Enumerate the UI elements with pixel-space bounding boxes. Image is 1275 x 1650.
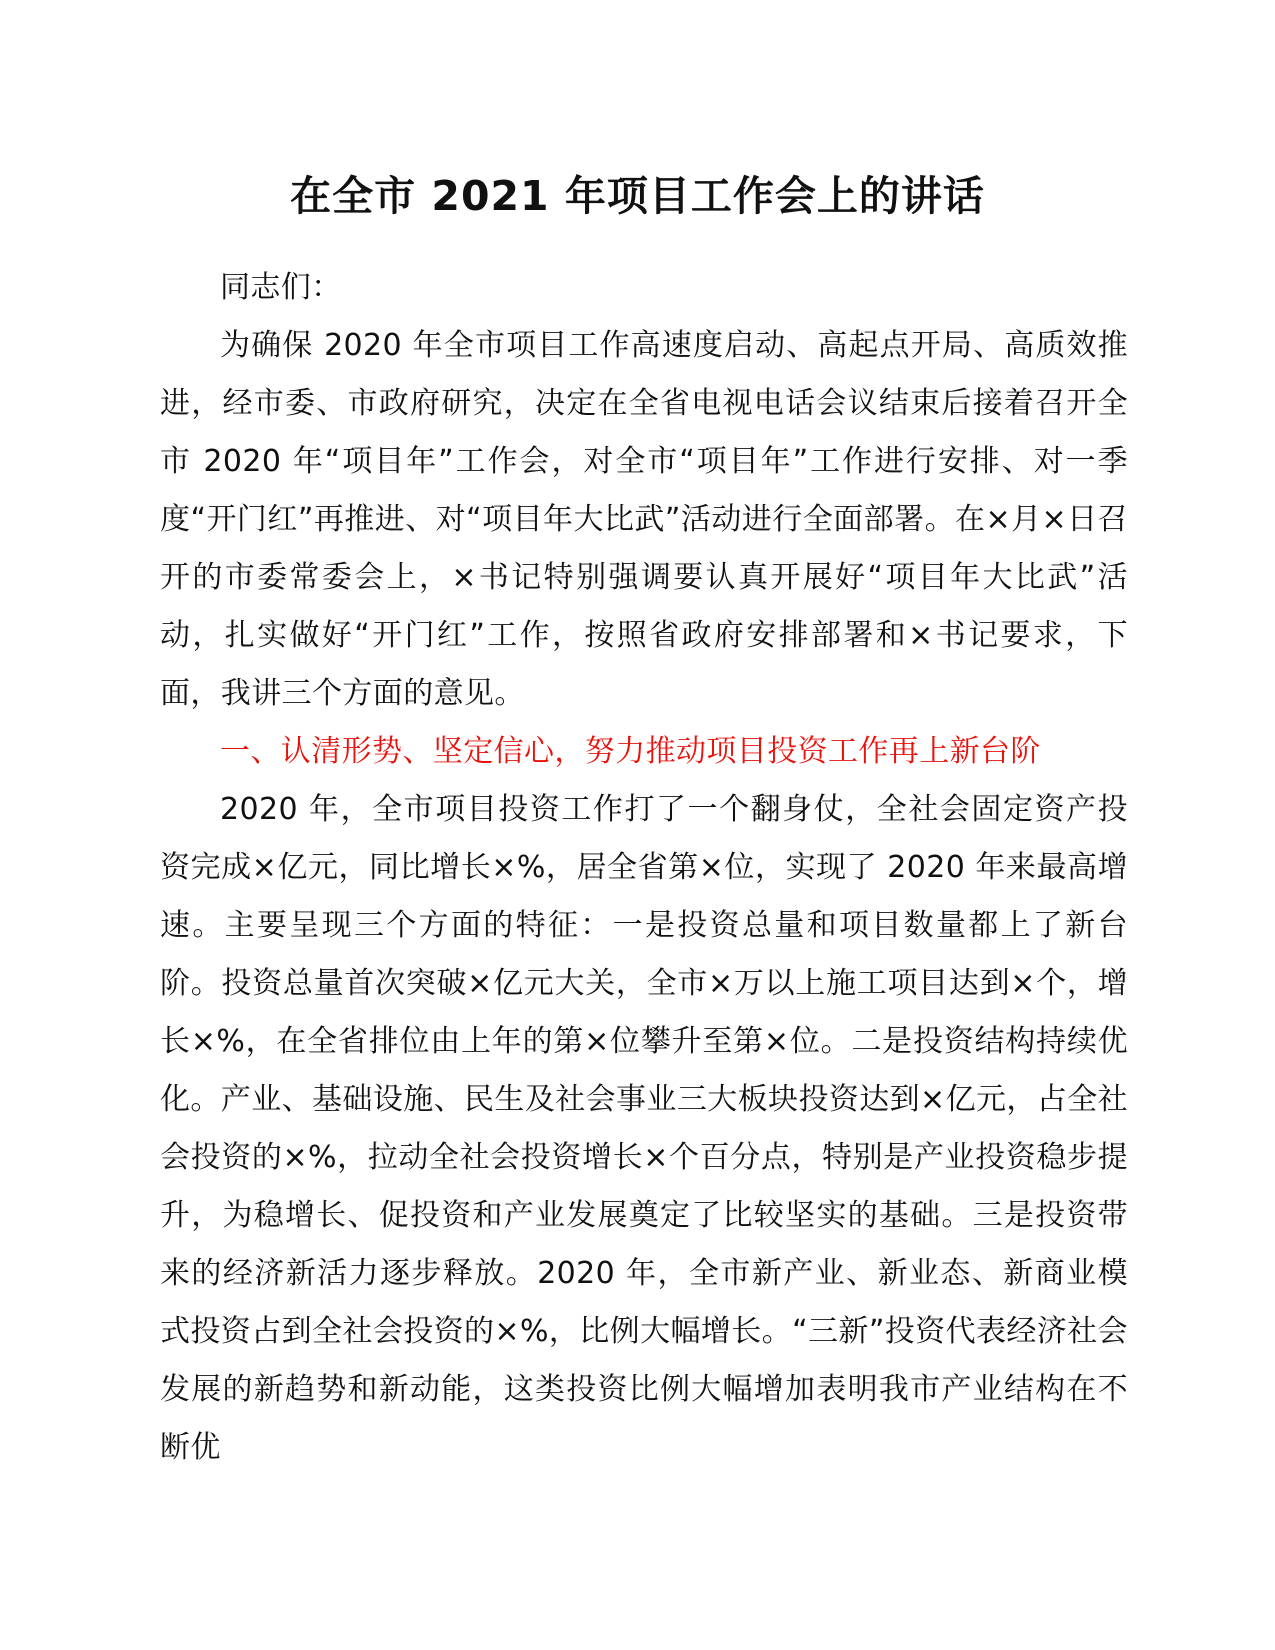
document-body: [160, 259, 1128, 1477]
document-title: 在全市 2021 年项目工作会上的讲话: [290, 172, 985, 220]
body-paragraph: 2020 年，全市项目投资工作打了一个翻身仗，全社会固定资产投资完成×亿元，同比增长×%，居全省第×位，实现了 2020 年来最高增速。主要呈现三个方面的特征：一是投资总量和项目数量都上了新台阶。投资总量首次突破×亿元大关，全市×万以上施工项目达到×个，增长×%，在全省排位由上年的第×位攀升至第×位。二是投资结构持续优化。产业、基础设施、民生及社会事业三大板块投资达到×亿元，占全社会投资的×%，拉动全社会投资增长×个百分点，特别是产业投资稳步提升，为稳增长、促投资和产业发展奠定了比较坚实的基础。三是投资带来的经济新活力逐步释放。2020 年，全市新产业、新业态、新商业模式投资占到全社会投资的×%，比例大幅增长。“三新”投资代表经济社会发展的新趋势和新动能，这类投资比例大幅增加表明我市产业结构在不断优: [160, 792, 1128, 1465]
opening-paragraph: 为确保 2020 年全市项目工作高速度启动、高起点开局、高质效推进，经市委、市政府研究，决定在全省电视电话会议结束后接着召开全市 2020 年“项目年”工作会，对全市“项目年”工作进行安排、对一季度“开门红”再推进、对“项目年大比武”活动进行全面部署。在×月×日召开的市委常委会上，×书记特别强调要认真开展好“项目年大比武”活动，扎实做好“开门红”工作，按照省政府安排部署和×书记要求，下面，我讲三个方面的意见。: [160, 328, 1128, 711]
section-heading: 一、认清形势、坚定信心，努力推动项目投资工作再上新台阶: [220, 734, 1041, 769]
salutation: 同志们：: [220, 270, 342, 305]
